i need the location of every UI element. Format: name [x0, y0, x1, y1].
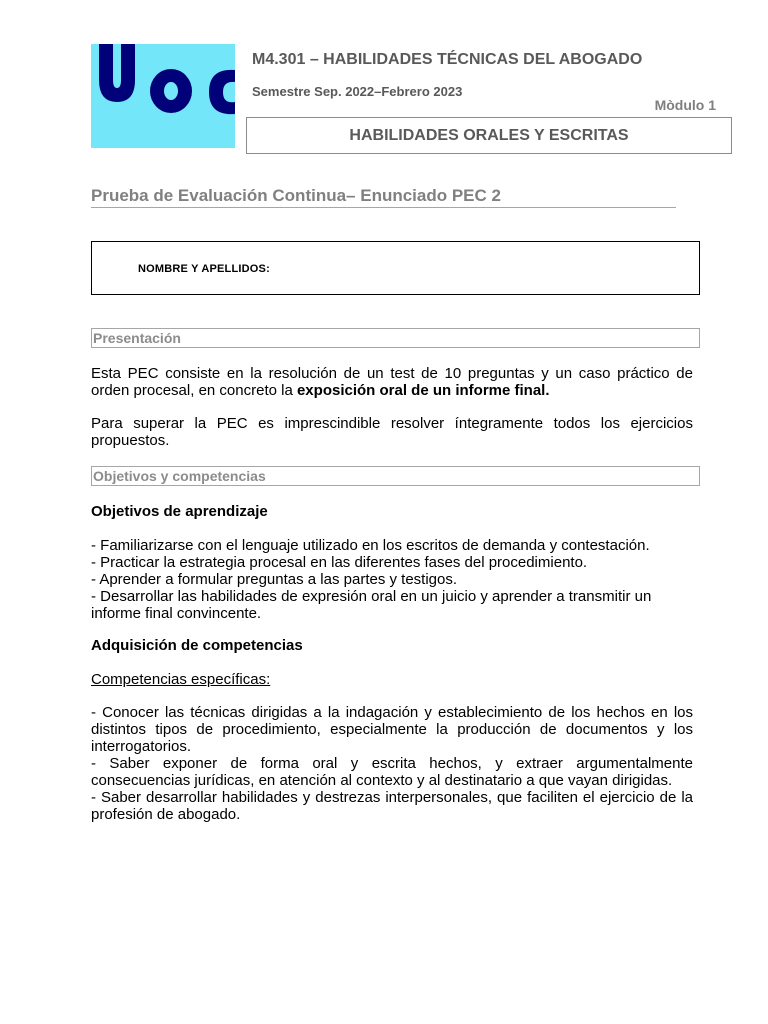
name-label: NOMBRE Y APELLIDOS:: [138, 263, 270, 275]
list-item: - Familiarizarse con el lenguaje utilizado en los escritos de demanda y contestación.: [91, 537, 650, 554]
course-title: M4.301 – HABILIDADES TÉCNICAS DEL ABOGADO: [252, 51, 643, 68]
objetivos-list: [91, 537, 693, 622]
paragraph-bold-text: exposición oral de un informe final.: [296, 382, 550, 399]
section-header-objetivos: [91, 466, 700, 486]
list-item: - Saber exponer de forma oral y escrita hechos, y extraer argumentalmente consecuencias jurídicas, en atención al contexto y al destinatario a que vayan dirigidas.: [91, 755, 693, 789]
section-header-presentacion: [91, 328, 700, 348]
presentacion-paragraph-2: Para superar la PEC es imprescindible resolver íntegramente todos los ejercicios propuestos.: [91, 415, 693, 449]
section-header-label: Presentación: [93, 330, 181, 346]
competencias-specific-label: Competencias específicas:: [91, 671, 271, 688]
name-box: [91, 241, 700, 295]
subject-title: HABILIDADES ORALES Y ESCRITAS: [349, 126, 629, 144]
semester: Semestre Sep. 2022–Febrero 2023: [252, 84, 463, 99]
section-header-label: Objetivos y competencias: [93, 468, 266, 484]
list-item: - Aprender a formular preguntas a las partes y testigos.: [91, 571, 458, 588]
module-label: Mòdulo 1: [654, 97, 716, 113]
list-item: - Practicar la estrategia procesal en las diferentes fases del procedimiento.: [91, 554, 588, 571]
presentacion-paragraph-1: [91, 365, 693, 399]
paragraph-text: Esta PEC consiste en la resolución de un test de 10 preguntas y un caso práctico de orden procesal, en concreto la: [91, 365, 693, 399]
list-item: - Saber desarrollar habilidades y destrezas interpersonales, que faciliten el ejercicio de la profesión de abogado.: [91, 789, 693, 823]
uoc-logo: [91, 44, 235, 148]
competencias-heading: Adquisición de competencias: [91, 637, 303, 654]
list-item: - Desarrollar las habilidades de expresión oral en un juicio y aprender a transmitir un informe final convincente.: [91, 588, 652, 622]
subject-box: [246, 117, 732, 154]
objetivos-subheading: Objetivos de aprendizaje: [91, 503, 268, 520]
list-item: - Conocer las técnicas dirigidas a la indagación y establecimiento de los hechos en los distintos tipos de procedimiento, especialmente la producción de documentos y los interrogatorios.: [91, 704, 693, 755]
document-title: Prueba de Evaluación Continua– Enunciado PEC 2: [91, 186, 676, 208]
competencias-list: [91, 704, 693, 823]
